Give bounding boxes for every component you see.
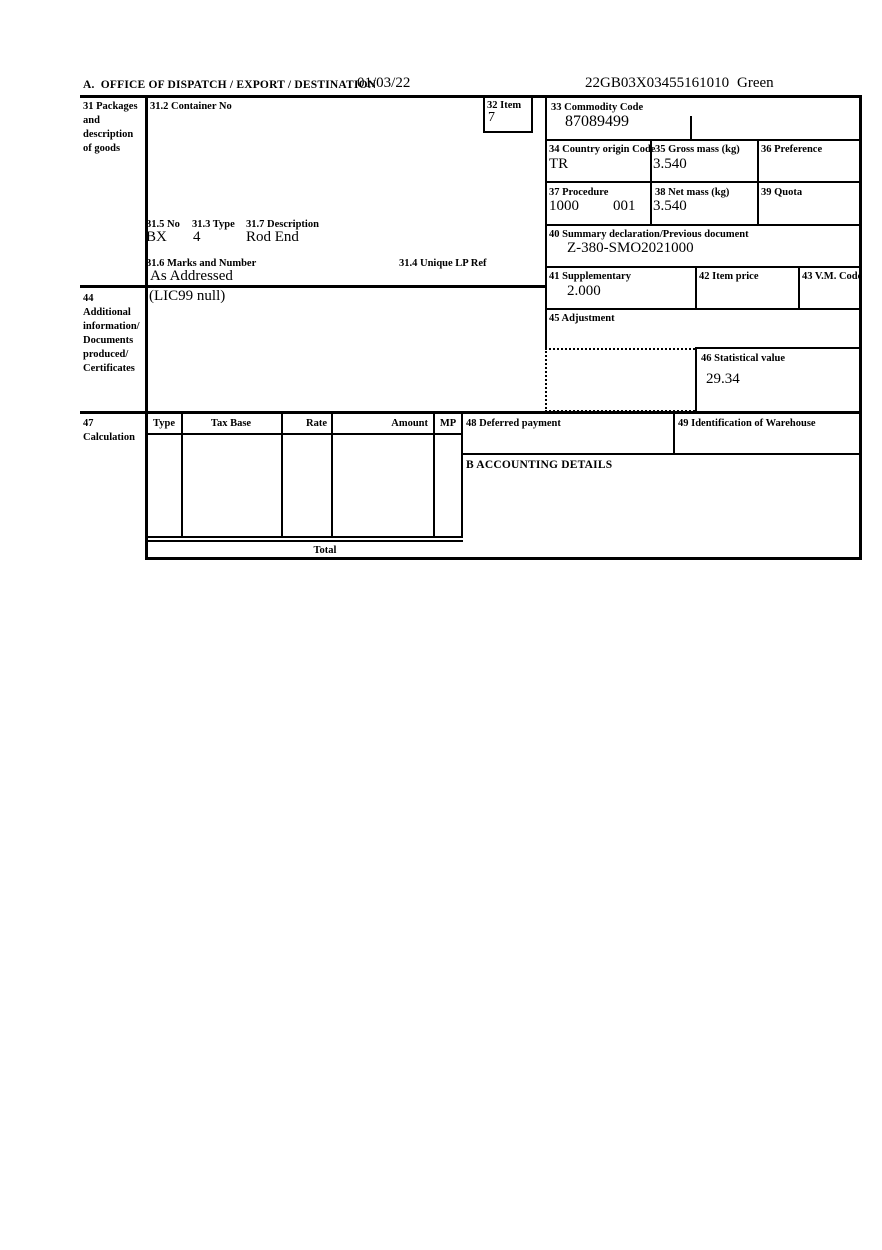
- mrn-number: 22GB03X03455161010: [585, 75, 730, 91]
- box31-label-line: 31 Packages: [83, 101, 138, 112]
- adjustment-dotted-box: [545, 348, 695, 412]
- divider: [433, 413, 435, 538]
- procedure-value-1: 1000: [549, 198, 579, 214]
- marks-number-value: As Addressed: [150, 268, 233, 284]
- accounting-details-label: B ACCOUNTING DETAILS: [466, 459, 613, 471]
- adjustment-label: 45 Adjustment: [549, 313, 615, 324]
- divider: [545, 139, 862, 141]
- box44-label-line: Certificates: [83, 363, 135, 374]
- divider: [80, 411, 862, 414]
- warehouse-id-label: 49 Identification of Warehouse: [678, 418, 816, 429]
- box31-label-line: description: [83, 129, 134, 140]
- divider: [695, 266, 697, 310]
- quota-label: 39 Quota: [761, 187, 803, 198]
- net-mass-value: 3.540: [653, 198, 687, 214]
- unique-lp-ref-label: 31.4 Unique LP Ref: [399, 258, 487, 269]
- calc-header-rate: Rate: [306, 418, 327, 429]
- divider: [798, 266, 800, 310]
- divider: [545, 266, 862, 268]
- box44-label-line: Documents: [83, 335, 134, 346]
- box47-label-line: Calculation: [83, 432, 135, 443]
- divider: [695, 347, 697, 413]
- package-type-label: 31.3 Type: [192, 219, 235, 230]
- box44-label-line: 44: [83, 293, 94, 304]
- gross-mass-label: 35 Gross mass (kg): [655, 144, 740, 155]
- package-no-label: 31.5 No: [146, 219, 180, 230]
- item-number-label: 32 Item: [487, 100, 522, 111]
- net-mass-label: 38 Net mass (kg): [655, 187, 730, 198]
- calc-header-type: Type: [153, 418, 175, 429]
- box47-label-line: 47: [83, 418, 94, 429]
- section-a-title: A. OFFICE OF DISPATCH / EXPORT / DESTINATION: [83, 79, 377, 91]
- summary-declaration-value: Z-380-SMO2021000: [567, 240, 694, 256]
- divider: [281, 413, 283, 538]
- deferred-payment-label: 48 Deferred payment: [466, 418, 561, 429]
- divider: [545, 308, 862, 310]
- summary-declaration-label: 40 Summary declaration/Previous document: [549, 229, 749, 240]
- package-type-value: 4: [193, 229, 201, 245]
- divider: [859, 95, 862, 560]
- box31-label-line: and: [83, 115, 100, 126]
- commodity-code-label: 33 Commodity Code: [551, 102, 644, 113]
- divider: [181, 413, 183, 538]
- divider: [145, 557, 862, 560]
- country-origin-label: 34 Country origin Code: [549, 144, 656, 155]
- box44-label-line: Additional: [83, 307, 131, 318]
- supplementary-value: 2.000: [567, 283, 601, 299]
- commodity-code-subdivider: [690, 116, 692, 141]
- procedure-value-2: 001: [613, 198, 636, 214]
- package-no-value: BX: [146, 229, 167, 245]
- divider: [545, 95, 547, 350]
- divider: [145, 540, 463, 542]
- divider: [545, 224, 862, 226]
- divider: [545, 181, 862, 183]
- additional-info-value: (LIC99 null): [149, 288, 226, 304]
- country-origin-value: TR: [549, 156, 569, 172]
- box31-label-line: of goods: [83, 143, 121, 154]
- calc-total-label: Total: [313, 545, 337, 556]
- divider: [145, 95, 148, 560]
- container-no-label: 31.2 Container No: [150, 101, 232, 112]
- calc-header-tax-base: Tax Base: [210, 418, 252, 429]
- box44-label-line: produced/: [83, 349, 129, 360]
- item-price-label: 42 Item price: [699, 271, 759, 282]
- divider: [80, 95, 862, 98]
- divider: [145, 433, 463, 435]
- procedure-label: 37 Procedure: [549, 187, 609, 198]
- commodity-code-value: 87089499: [565, 113, 629, 130]
- divider: [145, 536, 463, 538]
- divider: [331, 413, 333, 538]
- divider: [461, 411, 463, 538]
- box44-label-line: information/: [83, 321, 140, 332]
- supplementary-label: 41 Supplementary: [549, 271, 631, 282]
- declaration-date: 01/03/22: [357, 75, 411, 91]
- calc-header-mp: MP: [439, 418, 457, 429]
- calc-header-amount: Amount: [391, 418, 428, 429]
- gross-mass-value: 3.540: [653, 156, 687, 172]
- package-description-value: Rod End: [246, 229, 299, 245]
- divider: [757, 139, 759, 226]
- item-number-value: 7: [488, 110, 495, 125]
- divider: [695, 347, 862, 349]
- divider: [673, 411, 675, 455]
- statistical-value-value: 29.34: [706, 371, 740, 387]
- marks-number-label: 31.6 Marks and Number: [146, 258, 257, 269]
- preference-label: 36 Preference: [761, 144, 823, 155]
- vm-code-label: 43 V.M. Code: [802, 271, 863, 282]
- package-description-label: 31.7 Description: [246, 219, 319, 230]
- statistical-value-label: 46 Statistical value: [701, 353, 785, 364]
- routing-status: Green: [737, 75, 774, 91]
- divider: [461, 453, 862, 455]
